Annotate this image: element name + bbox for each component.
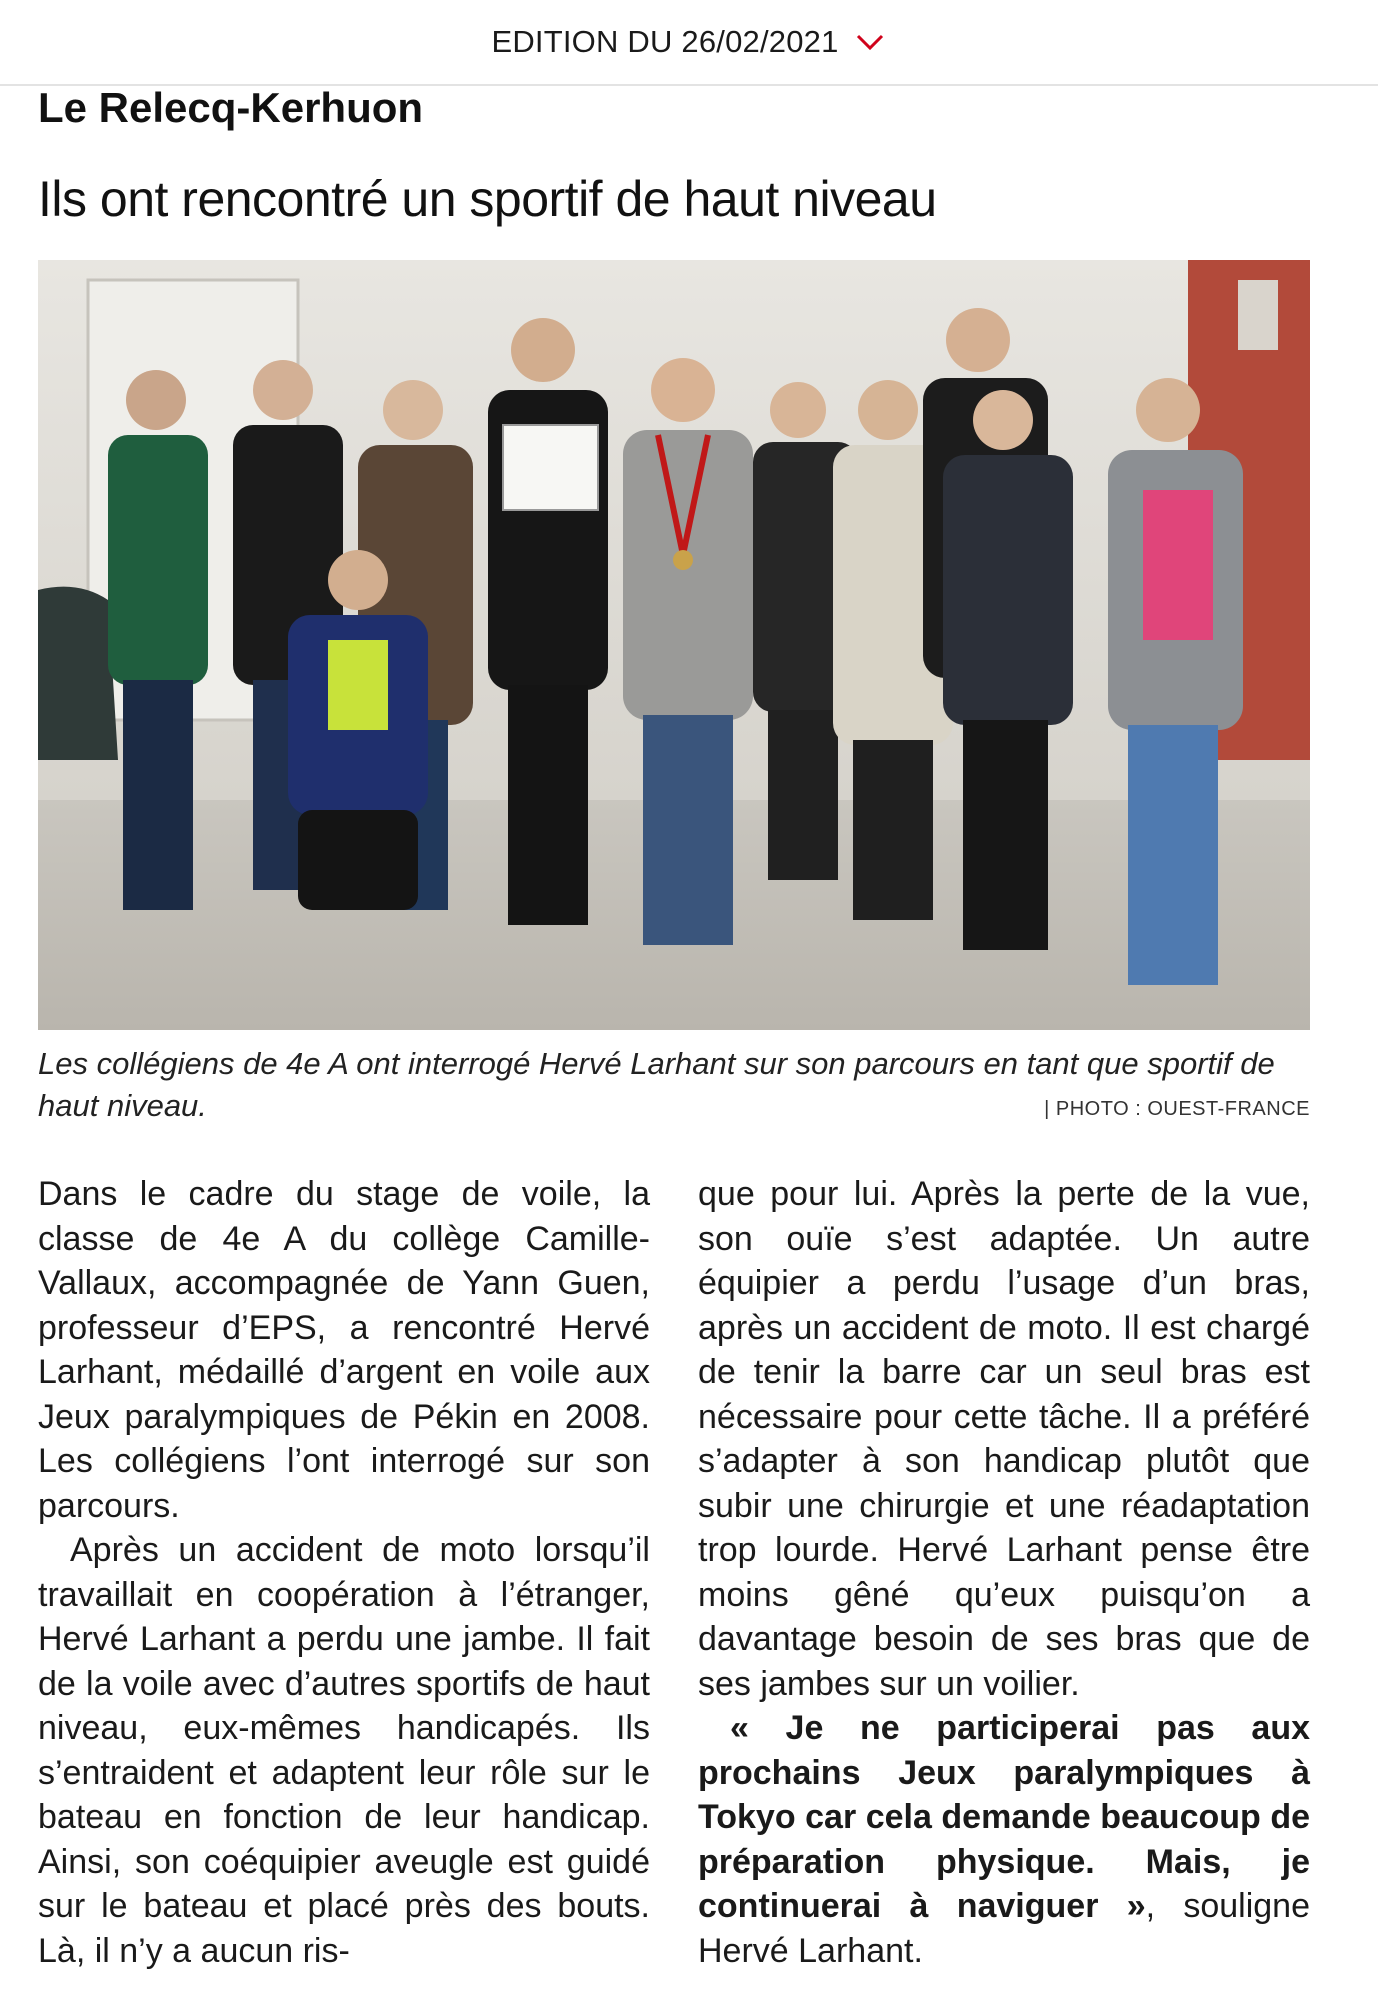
- quote-attribution: , souligne Hervé Larhant.: [698, 1887, 1311, 1970]
- edition-label[interactable]: EDITION DU 26/02/2021: [491, 24, 839, 59]
- article-column-right: [698, 1172, 1310, 1973]
- article-paragraph: Après un accident de moto lorsqu’il travaillait en coopération à l’étranger, Hervé Larhant a perdu une jambe. Il fait de la voile avec d’autres sportifs de haut niveau, eux-mêmes handicapés. Ils s’entraident et adaptent leur rôle sur le bateau en fonction de leur handicap. Ainsi, son coéquipier aveugle est guidé sur le bateau et placé près des bouts. Là, il n’y a aucun ris-: [38, 1531, 650, 1970]
- photo-credit: | PHOTO : OUEST-FRANCE: [1044, 1098, 1310, 1120]
- chevron-down-icon[interactable]: [853, 25, 887, 59]
- article-quote-paragraph: [698, 1706, 1310, 1973]
- group-photo-illustration: [38, 260, 1310, 1030]
- article-rubrique: Le Relecq-Kerhuon: [38, 84, 424, 131]
- article-photo[interactable]: [38, 260, 1310, 1030]
- article-paragraph: Dans le cadre du stage de voile, la classe de 4e A du collège Camille-Vallaux, accompagnée de Yann Guen, professeur d’EPS, a rencontré Hervé Larhant, médaillé d’argent en voile aux Jeux paralympiques de Pékin en 2008. Les collégiens l’ont interrogé sur son parcours.: [38, 1175, 650, 1525]
- photo-caption: Les collégiens de 4e A ont interrogé Hervé Larhant sur son parcours en tant que sportif de haut niveau.: [38, 1046, 1275, 1123]
- article-headline: Ils ont rencontré un sportif de haut niveau: [38, 171, 937, 227]
- article-quote: « Je ne participerai pas aux prochains Jeux paralympiques à Tokyo car cela demande beaucoup de préparation physique. Mais, je continuerai à naviguer »: [698, 1709, 1310, 1925]
- article-paragraph: que pour lui. Après la perte de la vue, son ouïe s’est adaptée. Un autre équipier a perdu l’usage d’un bras, après un accident de moto. Il est chargé de tenir la barre car un seul bras est nécessaire pour cette tâche. Il a préféré s’adapter à son handicap plutôt que subir une chirurgie et une réadaptation trop lourde. Hervé Larhant pense être moins gêné qu’eux puisqu’on a davantage besoin de ses bras que de ses jambes sur un voilier.: [698, 1175, 1310, 1703]
- article-column-left: [38, 1172, 650, 1973]
- edition-selector[interactable]: [0, 0, 1378, 86]
